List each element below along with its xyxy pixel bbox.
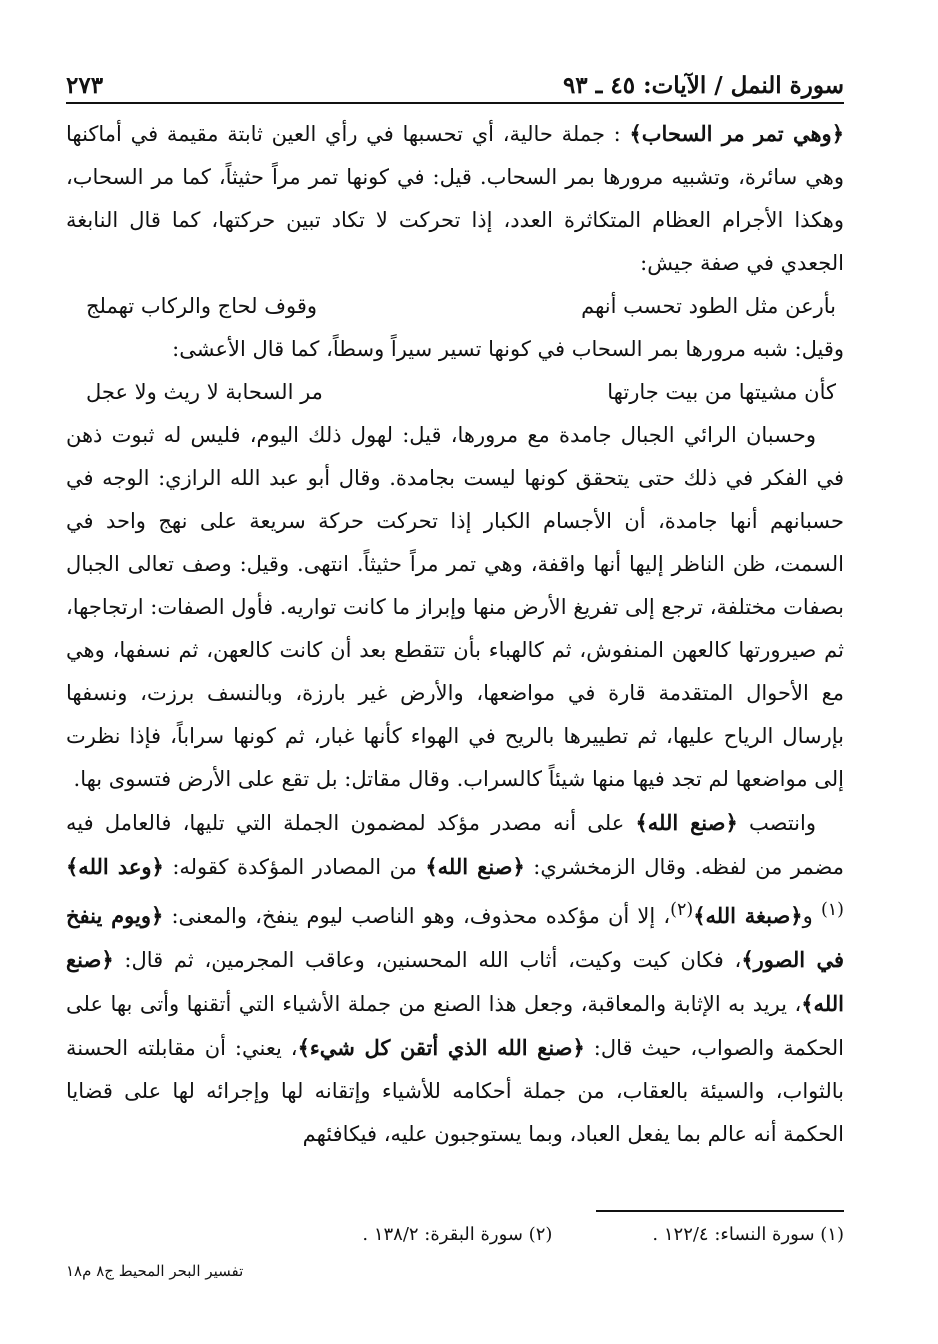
verse-first-hemistich: بأرعن مثل الطود تحسب أنهم	[581, 294, 836, 318]
footnote-ref[interactable]: (٢)	[670, 900, 694, 920]
quran-quote: ﴿صبغة الله﴾	[693, 903, 803, 928]
verse-second-hemistich: وقوف لحاج والركاب تهملج	[86, 294, 318, 318]
quran-quote: ﴿صنع الله﴾	[425, 854, 525, 879]
quran-quote: ﴿ويوم ينفخ في الصور﴾	[66, 903, 844, 972]
page-number: ٢٧٣	[66, 72, 104, 99]
quran-quote: ﴿وعد الله﴾	[66, 854, 164, 879]
quran-quote: ﴿صنع الله﴾	[66, 947, 844, 1016]
main-text	[66, 112, 844, 1156]
paragraph-4	[66, 801, 844, 1156]
verse-first-hemistich: كأن مشيتها من بيت جارتها	[607, 380, 836, 404]
quran-quote: ﴿صنع الله الذي أتقن كل شيء﴾	[297, 1035, 585, 1060]
footnote-ref[interactable]: (١)	[820, 900, 844, 920]
text-run: ، يعني: أن مقابلته الحسنة بالثواب، والسيئة بالعقاب، من جملة أحكامه للأشياء وإتقانه لها وإجرائه لها على قضايا الحكمة أنه عالم بما يفعل العباد، وبما يستوجبون عليه، فيكافئهم	[66, 1036, 844, 1146]
paragraph-1	[66, 112, 844, 285]
footnote-2: (٢) سورة البقرة: ١٣٨/٢ .	[362, 1224, 553, 1245]
footnotes	[66, 1224, 844, 1245]
poetry-verse-2	[66, 371, 844, 414]
text-run: وانتصب	[748, 811, 816, 835]
text-run: من المصادر المؤكدة كقوله:	[172, 855, 417, 879]
paragraph-2: وقيل: شبه مرورها بمر السحاب في كونها تسير سيراً وسطاً، كما قال الأعشى:	[172, 337, 844, 361]
text-run: ، فكان كيت وكيت، أثاب الله المحسنين، وعاقب المجرمين، ثم قال:	[124, 948, 742, 972]
text-run: على أنه مصدر مؤكد لمضمون الجملة التي تليها، فالعامل فيه مضمر من لفظه. وقال الزمخشري:	[66, 811, 844, 879]
paragraph-3: وحسبان الرائي الجبال جامدة مع مرورها، قيل: لهول ذلك اليوم، فليس له ثبوت ذهن في الفكر في ذلك حتى يتحقق كونها ليست بجامدة. وقال أبو عبد الله الرازي: الوجه في حسبانهم أنها جامدة، أن الأجسام الكبار إذا تحركت حركة سريعة على نهج واحد في السمت، ظن الناظر إليها أنها واقفة، وهي تمر مراً حثيثاً. انتهى. وقيل: وصف تعالى الجبال بصفات مختلفة، ترجع إلى تفريغ الأرض منها وإبراز ما كانت تواريه. فأول الصفات: ارتجاجها، ثم صيرورتها كالعهن المنفوش، ثم كالهباء بأن تتقطع بعد أن كانت كالعهن، ثم نسفها، وهي مع الأحوال المتقدمة قارة في مواضعها، والأرض غير بارزة، وبالنسف برزت، ونسفها بإرسال الرياح عليها، ثم تطييرها بالريح في الهواء كأنها غبار، ثم كونها سراباً، فإذا نظرت إلى مواضعها لم تجد فيها منها شيئاً كالسراب. وقال مقاتل: بل تقع على الأرض فتسوى بها.	[66, 423, 844, 791]
quran-quote: ﴿صنع الله﴾	[635, 810, 738, 835]
paragraph-text: : جملة حالية، أي تحسبها في رأي العين ثابتة مقيمة في أماكنها وهي سائرة، وتشبيه مرورها بمر السحاب. قيل: في كونها تمر مراً حثيثاً، كما مر السحاب، وهكذا الأجرام العظام المتكاثرة العدد، إذا تحركت لا تكاد تبين حركتها، كما قال النابغة الجعدي في صفة جيش:	[66, 122, 844, 275]
poetry-verse-1	[66, 285, 844, 328]
text-run: ، يريد به الإثابة والمعاقبة، وجعل هذا الصنع من جملة الأشياء التي أتقنها وأتى بها على الحكمة والصواب، حيث قال:	[66, 992, 844, 1060]
text-run: و	[802, 904, 813, 928]
header-title: سورة النمل / الآيات: ٤٥ ـ ٩٣	[562, 72, 844, 99]
quran-quote: ﴿وهي تمر مر السحاب﴾	[629, 121, 844, 146]
signature-mark: تفسير البحر المحيط ج٨ م١٨	[66, 1262, 244, 1280]
running-header	[66, 68, 844, 104]
footnote-divider	[596, 1210, 844, 1212]
footnote-1: (١) سورة النساء: ١٢٢/٤ .	[652, 1224, 844, 1245]
text-run: ، إلا أن مؤكده محذوف، وهو الناصب ليوم ينفخ، والمعنى:	[171, 904, 671, 928]
verse-second-hemistich: مر السحابة لا ريث ولا عجل	[86, 380, 323, 404]
